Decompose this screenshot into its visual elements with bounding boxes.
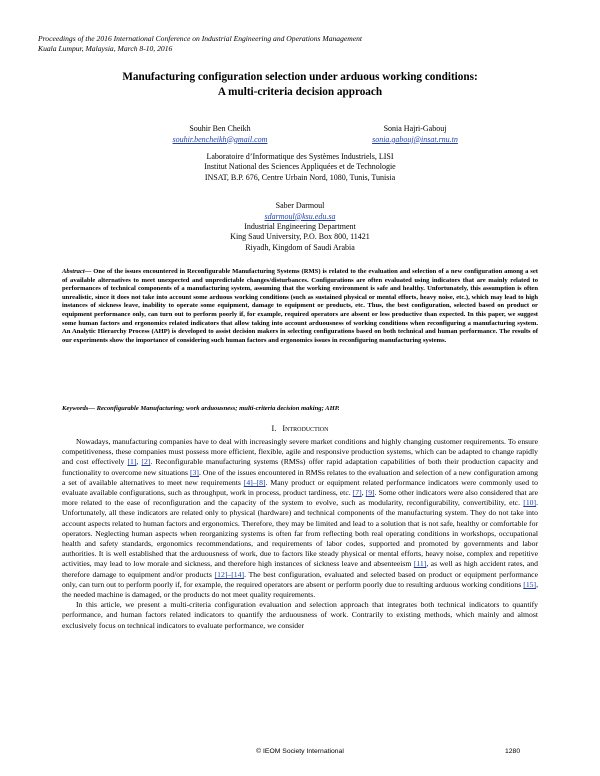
author-1-name: Souhir Ben Cheikh [189, 124, 251, 133]
text-run: . The best configuration, evaluated and selected based on product or equipment performance only, can turn out to perform poorly if, for example, the required operators are absent or perform poorly due to resulting arduous working conditions [62, 569, 538, 589]
citation-1[interactable]: [1] [127, 457, 137, 467]
running-header [38, 34, 558, 54]
author-2-name: Sonia Hajri-Gabouj [383, 124, 447, 133]
section-number: I. [271, 424, 277, 433]
abstract-label: Abstract— [62, 268, 92, 275]
paragraph-1 [62, 437, 538, 600]
header-line-2: Kuala Lumpur, Malaysia, March 8-10, 2016 [38, 44, 173, 53]
text-run: . Unfortunately, all these indicators are related only to physical (hardware) and technical components of the manufacturing system. They do not take into account aspects related to human factors and ergonomics. Therefore, they may be limited and lead to a solution that is not safe, healthy or comfortable for operators. Neglecting human aspects when reorganizing systems is often far from reflecting both real operating conditions in workshops, occupational health and safety standards, ergonomics recommendations, and requirements of labor codes, supported and promoted by governments and labor authorities. It is well established that the arduousness of work, due to factors like steady physical or mental efforts, heavy noise, complex and repetitive activities, may lead to low morale and sickness, and therefore high instances of sickness leave and absenteeism [62, 498, 538, 569]
text-run: . Many product or equipment related performance indicators were commonly used to evaluate available configurations, such as throughput, work in process, product tardiness, etc. [62, 477, 538, 498]
footer-copyright: © IEOM Society International [256, 748, 344, 755]
author-2 [320, 124, 510, 145]
affiliation-2-line-3: Riyadh, Kingdom of Saudi Arabia [245, 242, 355, 252]
abstract [62, 268, 538, 345]
paper-title [30, 70, 570, 99]
citation-12-14[interactable]: [12]–[14] [214, 569, 245, 579]
citation-9[interactable]: [9] [365, 488, 375, 498]
title-line-2: A multi-criteria decision approach [217, 85, 383, 98]
author-2-email[interactable]: sonia.gabouj@insat.rnu.tn [372, 134, 458, 144]
text-run: . Some other indicators were also considered that are more related to the ease of reconfiguration and the capacity of the system to evolve, such as modularity, reconfigurability, convertibility, etc. [62, 488, 539, 508]
paragraph-2: In this article, we present a multi-criteria configuration evaluation and selection approach that integrates both technical indicators to quantify performance, and human factors related indicators to quantify the arduousness of work. Contrarily to existing methods, which mainly and almost exclusively focus on technical indicators to evaluate performance, we consider [62, 600, 538, 630]
affiliation-2-line-2: King Saud University, P.O. Box 800, 11421 [230, 232, 370, 242]
text-run: , the needed machine is damaged, or the products do not meet quality requirements. [62, 579, 538, 600]
citation-2[interactable]: [2] [141, 457, 151, 467]
affiliation-1-line-2: Institut National des Sciences Appliquées et de Technologie [204, 162, 396, 172]
citation-11[interactable]: [11] [413, 559, 427, 569]
affiliation-1-line-3: INSAT, B.P. 676, Centre Urbain Nord, 1080, Tunis, Tunisia [204, 172, 396, 182]
footer-page-number: 1280 [505, 748, 521, 755]
author-3-name: Saber Darmoul [275, 201, 325, 210]
text-run: , [136, 457, 142, 467]
text-run: . Reconfigurable manufacturing systems (RMSs) offer rapid adaptation capabilities of both their production capacity and functionality to overcome new situations [62, 457, 539, 477]
affiliation-2-line-1: Industrial Engineering Department [244, 222, 356, 231]
author-1-email[interactable]: souhir.bencheikh@gmail.com [172, 134, 268, 144]
citation-7[interactable]: [7] [352, 488, 362, 498]
text-run: , [361, 488, 366, 498]
citation-3[interactable]: [3] [190, 467, 199, 477]
citation-10[interactable]: [10] [523, 498, 537, 508]
title-line-1: Manufacturing configuration selection under arduous working conditions: [122, 71, 478, 83]
header-line-1: Proceedings of the 2016 International Conference on Industrial Engineering and Operations Management [38, 34, 363, 43]
keywords: Keywords— Reconfigurable Manufacturing; work arduousness; multi-criteria decision making; AHP. [62, 405, 340, 412]
affiliation-1 [80, 152, 520, 183]
citation-15[interactable]: [15] [523, 579, 537, 589]
author-1 [120, 124, 320, 145]
section-title: Introduction [282, 424, 329, 433]
author-3-email[interactable]: sdarmoul@ksu.edu.sa [264, 211, 336, 221]
affiliation-2 [80, 222, 520, 253]
affiliation-1-line-1: Laboratoire d’Informatique des Systèmes Industriels, LISI [206, 152, 394, 161]
abstract-text: One of the issues encountered in Reconfigurable Manufacturing Systems (RMS) is related to the evaluation and selection of a new configuration among a set of available alternatives to meet unexpected and unpredictable changes/disturbances. Configurations are often evaluated using indicators that are mainly related to performances of technical components of a manufacturing system, assuming that the working environment is safe and healthy. Unfortunately, this assumption is often unrealistic, since it does not take into account some arduous working conditions (such as sustained physical or mental efforts, heavy noise, etc.), which may lead to high instances of sickness leave, inability to operate some equipment, damage to equipment or products, etc. Thus, the best configuration, selected based on product or equipment performance only, can turn out to perform poorly if, for example, required operators are absent or less productive than expected. In this paper, we suggest some human factors and ergonomics related indicators that allow taking into account arduousness of working conditions when reconfiguring a manufacturing system. An Analytic Hierarchy Process (AHP) is developed to assist decision makers in selecting configurations based on both technical and human performance. The results of our experiments show the importance of considering such human factors and ergonomics issues in reconfiguring manufacturing systems. [62, 268, 538, 344]
text-run: . One of the issues encountered in RMSs relates to the evaluation and selection of a new configuration among a set of available alternatives to meet new requirements [62, 467, 538, 487]
section-heading-introduction [0, 424, 600, 434]
text-run: Nowadays, manufacturing companies have to deal with increasingly severe market conditions and highly changing customer requirements. To ensure competitiveness, these companies must possess more efficient, flexible, agile and responsive production systems, which can be adapted to change rapidly and cost effectively [62, 437, 538, 467]
text-run: , as well as high accident rates, and therefore damage to equipment and/or products [62, 559, 538, 579]
body-text [62, 437, 538, 631]
citation-4-8[interactable]: [4]–[8] [243, 477, 266, 487]
author-3 [200, 201, 400, 222]
